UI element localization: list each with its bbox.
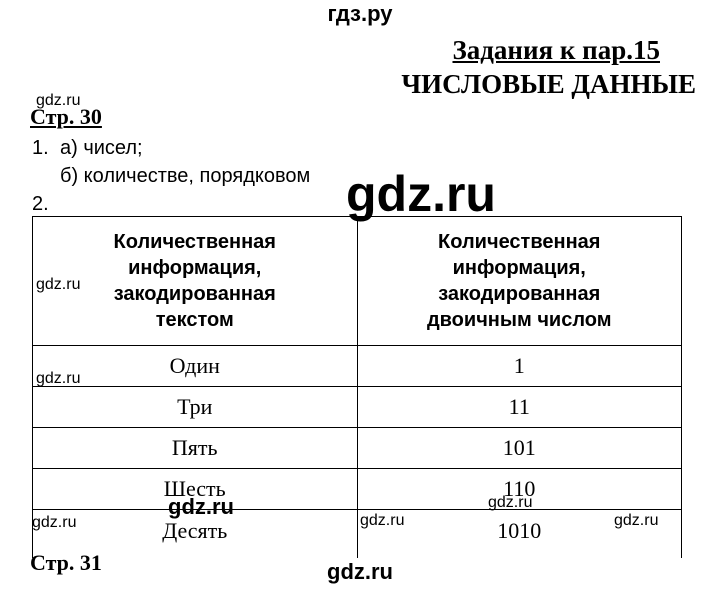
- table-header-cell: [33, 217, 358, 346]
- header-line: информация,: [128, 257, 262, 279]
- table-row: [33, 387, 682, 428]
- table-cell-text: Шесть: [33, 469, 358, 510]
- table-cell-binary: 11: [357, 387, 682, 428]
- next-page-reference: Стр. 31: [30, 550, 102, 575]
- section-title: Задания к пар.15: [452, 35, 660, 65]
- watermark: gdz.ru: [488, 494, 533, 511]
- answer-1a: а) чисел;: [60, 137, 143, 159]
- table-row: [33, 346, 682, 387]
- watermark: gdz.ru: [32, 514, 77, 531]
- site-header: гдз.ру: [327, 1, 393, 26]
- watermark-large: gdz.ru: [346, 166, 496, 222]
- header-line: информация,: [452, 257, 586, 279]
- watermark: gdz.ru: [614, 512, 659, 529]
- table-cell-binary: 110: [357, 469, 682, 510]
- table-cell-binary: 1: [357, 346, 682, 387]
- header-line: текстом: [155, 309, 234, 331]
- table-cell-text: Три: [33, 387, 358, 428]
- watermark: gdz.ru: [360, 512, 405, 529]
- watermark: gdz.ru: [36, 370, 81, 387]
- question-1-number: 1.: [32, 137, 49, 159]
- table-cell-text: Десять: [33, 510, 358, 559]
- answer-1b: б) количестве, порядковом: [60, 165, 311, 187]
- watermark: gdz.ru: [36, 276, 81, 293]
- watermark-bottom: gdz.ru: [327, 559, 393, 584]
- header-line: закодированная: [113, 283, 276, 305]
- table-header-cell: [357, 217, 682, 346]
- table-cell-text: Пять: [33, 428, 358, 469]
- watermark: gdz.ru: [36, 92, 81, 109]
- page-reference: Стр. 30: [30, 104, 102, 129]
- header-line: Количественная: [113, 231, 276, 253]
- table-cell-binary: 1010: [357, 510, 682, 559]
- table-row: [33, 510, 682, 559]
- header-line: закодированная: [438, 283, 601, 305]
- question-2-number: 2.: [32, 193, 49, 215]
- table-cell-text: Один: [33, 346, 358, 387]
- table-row: [33, 428, 682, 469]
- section-subtitle: ЧИСЛОВЫЕ ДАННЫЕ: [401, 69, 696, 99]
- header-line: двоичным числом: [426, 309, 612, 331]
- table-cell-binary: 101: [357, 428, 682, 469]
- header-line: Количественная: [438, 231, 601, 253]
- table-header-row: [33, 217, 682, 346]
- table-row: [33, 469, 682, 510]
- watermark: gdz.ru: [168, 494, 234, 519]
